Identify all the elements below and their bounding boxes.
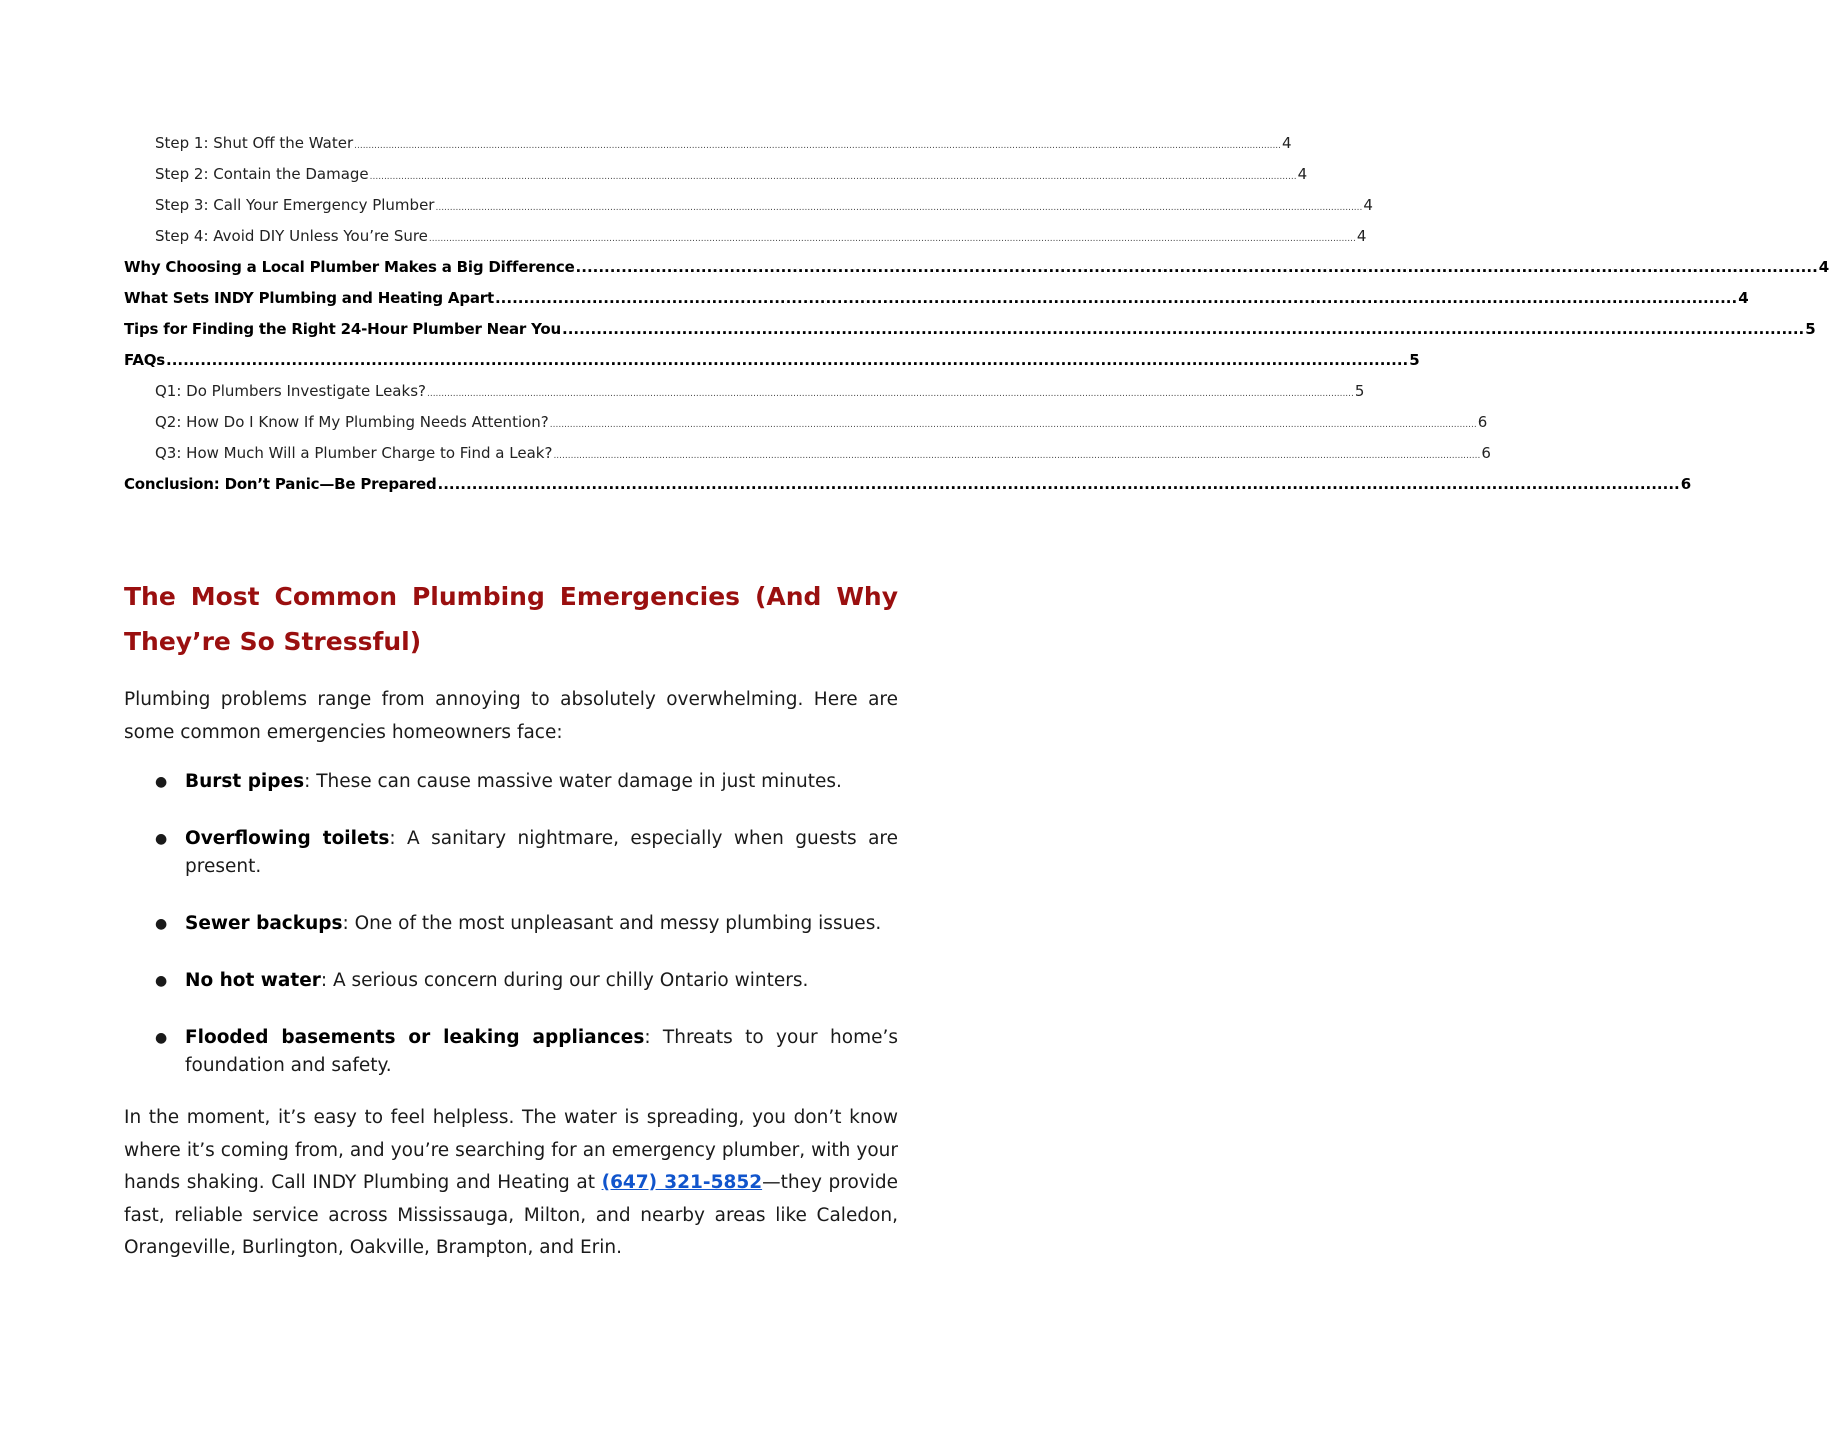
- list-item-term: Burst pipes: [185, 771, 305, 792]
- list-item: [124, 910, 898, 938]
- list-item: [124, 825, 898, 881]
- list-item-term: Sewer backups: [185, 913, 343, 934]
- bullet-icon: ●: [155, 774, 168, 790]
- bullet-icon: ●: [155, 916, 168, 932]
- bullet-icon: ●: [155, 1030, 168, 1046]
- intro-paragraph: Plumbing problems range from annoying to absolutely overwhelming. Here are some common emergencies homeowners face:: [124, 689, 898, 743]
- list-item-text: : One of the most unpleasant and messy plumbing issues.: [342, 913, 882, 934]
- toc-entry[interactable]: Q2: How Do I Know If My Plumbing Needs Attention? .................................................................................................................................................................................................................................................................................................................................... 6: [155, 413, 1488, 431]
- emergency-list: [124, 768, 898, 1109]
- list-item-term: Overflowing toilets: [185, 828, 390, 849]
- toc-entry[interactable]: Step 4: Avoid DIY Unless You’re Sure .................................................................................................................................................................................................................................................................................................................................... 4: [155, 227, 1367, 245]
- list-item-text: : These can cause massive water damage in just minutes.: [304, 771, 842, 792]
- list-item-term: Flooded basements or leaking appliances: [185, 1027, 645, 1048]
- list-item: [124, 768, 898, 796]
- list-item: [124, 1024, 898, 1080]
- toc-entry[interactable]: Q3: How Much Will a Plumber Charge to Find a Leak? .................................................................................................................................................................................................................................................................................................................................... 6: [155, 444, 1491, 462]
- list-item-term: No hot water: [185, 970, 321, 991]
- toc-entry[interactable]: Step 3: Call Your Emergency Plumber .................................................................................................................................................................................................................................................................................................................................... 4: [155, 196, 1373, 214]
- table-of-contents: [124, 128, 1829, 500]
- toc-entry[interactable]: Step 1: Shut Off the Water .................................................................................................................................................................................................................................................................................................................................... 4: [155, 134, 1292, 152]
- outro-paragraph: In the moment, it’s easy to feel helpless. The water is spreading, you don’t know where it’s coming from, and you’re searching for an emergency plumber, with your hands shaking. Call INDY Plumbing and Heating at (647) 321-5852—they provide fast, reliable service across Mississauga, Milton, and nearby areas like Caledon, Orangeville, Burlington, Oakville, Brampton, and Erin.: [124, 1107, 898, 1258]
- bullet-icon: ●: [155, 973, 168, 989]
- list-item-text: : Threats to your home’s foundation and safety.: [185, 1027, 898, 1076]
- list-item-text: : A sanitary nightmare, especially when guests are present.: [185, 828, 898, 877]
- section-heading: The Most Common Plumbing Emergencies (And Why They’re So Stressful): [124, 582, 898, 656]
- list-item-text: : A serious concern during our chilly Ontario winters.: [320, 970, 809, 991]
- toc-entry[interactable]: What Sets INDY Plumbing and Heating Apart .......................................................................................................................................................................................................................... 4: [124, 289, 1749, 307]
- toc-entry[interactable]: Why Choosing a Local Plumber Makes a Big Difference .......................................................................................................................................................................................................................... 4: [124, 258, 1829, 276]
- bullet-icon: ●: [155, 831, 168, 847]
- phone-link[interactable]: (647) 321-5852: [601, 1172, 763, 1193]
- toc-entry[interactable]: Tips for Finding the Right 24-Hour Plumber Near You .......................................................................................................................................................................................................................... 5: [124, 320, 1816, 338]
- toc-entry[interactable]: Conclusion: Don’t Panic—Be Prepared .......................................................................................................................................................................................................................... 6: [124, 475, 1691, 493]
- list-item: [124, 967, 898, 995]
- toc-entry[interactable]: FAQs .......................................................................................................................................................................................................................... 5: [124, 351, 1420, 369]
- toc-entry[interactable]: Q1: Do Plumbers Investigate Leaks? .................................................................................................................................................................................................................................................................................................................................... 5: [155, 382, 1365, 400]
- toc-entry[interactable]: Step 2: Contain the Damage .................................................................................................................................................................................................................................................................................................................................... 4: [155, 165, 1308, 183]
